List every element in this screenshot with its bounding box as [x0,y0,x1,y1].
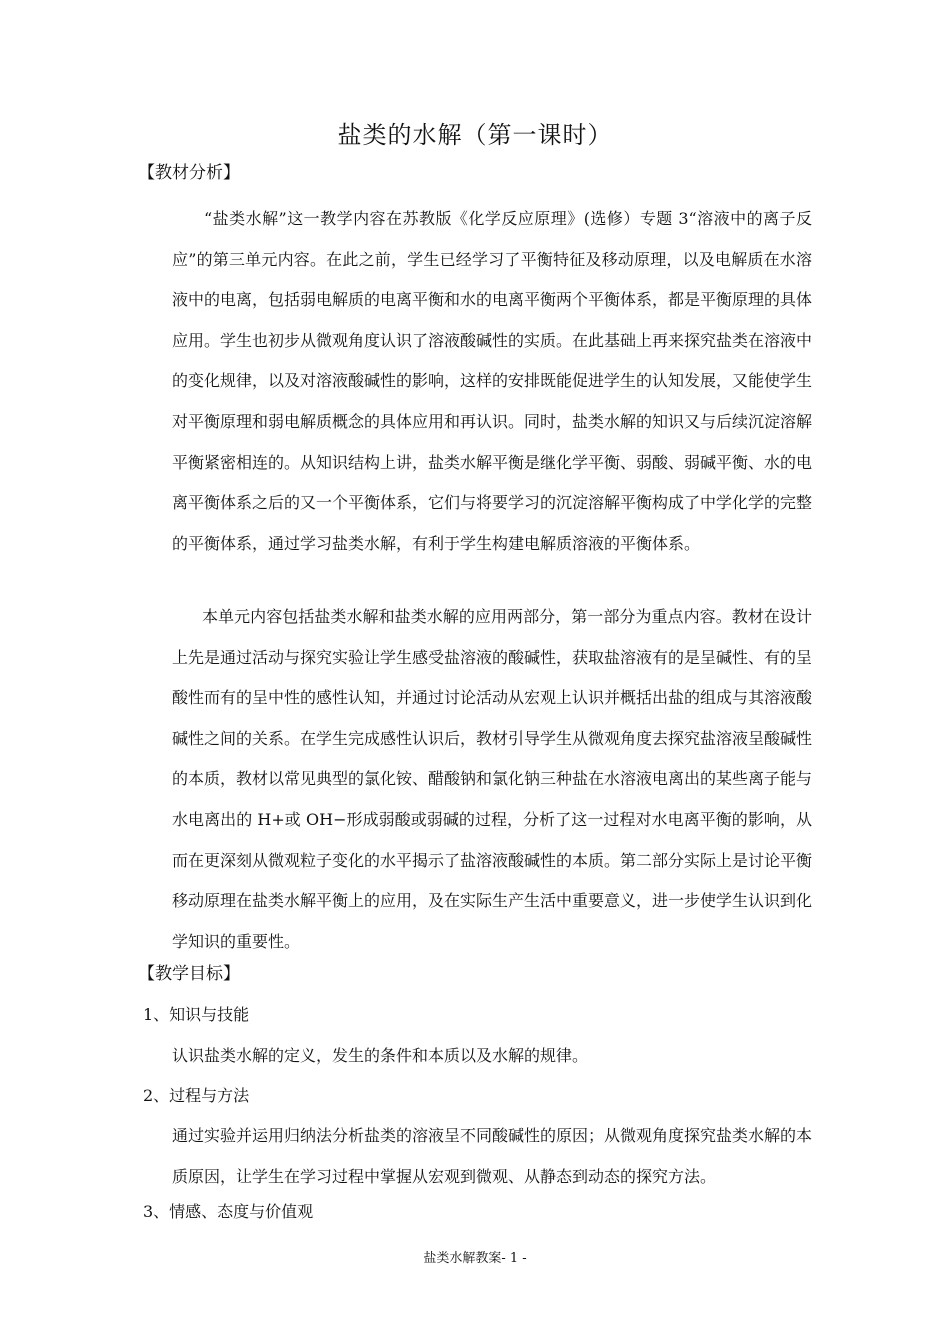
document-title: 盐类的水解（第一课时） [337,121,613,149]
analysis-paragraph-1: “盐类水解”这一教学内容在苏教版《化学反应原理》(选修）专题 3“溶液中的离子反应”的第三单元内容。在此之前，学生已经学习了平衡特征及移动原理，以及电解质在水溶液中的电离，包括弱电解质的电离平衡和水的电离平衡两个平衡体系，都是平衡原理的具体应用。学生也初步从微观角度认识了溶液酸碱性的实质。在此基础上再来探究盐类在溶液中的变化规律，以及对溶液酸碱性的影响，这样的安排既能促进学生的认知发展，又能使学生对平衡原理和弱电解质概念的具体应用和再认识。同时，盐类水解的知识又与后续沉淀溶解平衡紧密相连的。从知识结构上讲，盐类水解平衡是继化学平衡、弱酸、弱碱平衡、水的电离平衡体系之后的又一个平衡体系，它们与将要学习的沉淀溶解平衡构成了中学化学的完整的平衡体系，通过学习盐类水解，有利于学生构建电解质溶液的平衡体系。 [172,209,813,553]
page-footer: 盐类水解教案- 1 - [423,1251,527,1266]
section-heading-objectives: 【教学目标】 [138,964,240,984]
objective-text-knowledge: 认识盐类水解的定义，发生的条件和本质以及水解的规律。 [172,1046,589,1065]
objective-label-knowledge: 1、知识与技能 [143,1005,250,1024]
analysis-paragraph-2: 本单元内容包括盐类水解和盐类水解的应用两部分，第一部分为重点内容。教材在设计上先是通过活动与探究实验让学生感受盐溶液的酸碱性，获取盐溶液有的是呈碱性、有的呈酸性而有的呈中性的感性认知，并通过讨论活动从宏观上认识并概括出盐的组成与其溶液酸碱性之间的关系。在学生完成感性认识后，教材引导学生从微观角度去探究盐溶液呈酸碱性的本质，教材以常见典型的氯化铵、醋酸钠和氯化钠三种盐在水溶液电离出的某些离子能与水电离出的 H+或 OH−形成弱酸或弱碱的过程，分析了这一过程对水电离平衡的影响，从而在更深刻从微观粒子变化的水平揭示了盐溶液酸碱性的本质。第二部分实际上是讨论平衡移动原理在盐类水解平衡上的应用，及在实际生产生活中重要意义，进一步使学生认识到化学知识的重要性。 [172,607,813,951]
objective-text-process: 通过实验并运用归纳法分析盐类的溶液呈不同酸碱性的原因；从微观角度探究盐类水解的本质原因，让学生在学习过程中掌握从宏观到微观、从静态到动态的探究方法。 [172,1126,813,1186]
objective-label-process: 2、过程与方法 [143,1086,250,1105]
objective-label-emotion: 3、情感、态度与价值观 [143,1202,314,1221]
section-heading-analysis: 【教材分析】 [138,163,240,183]
